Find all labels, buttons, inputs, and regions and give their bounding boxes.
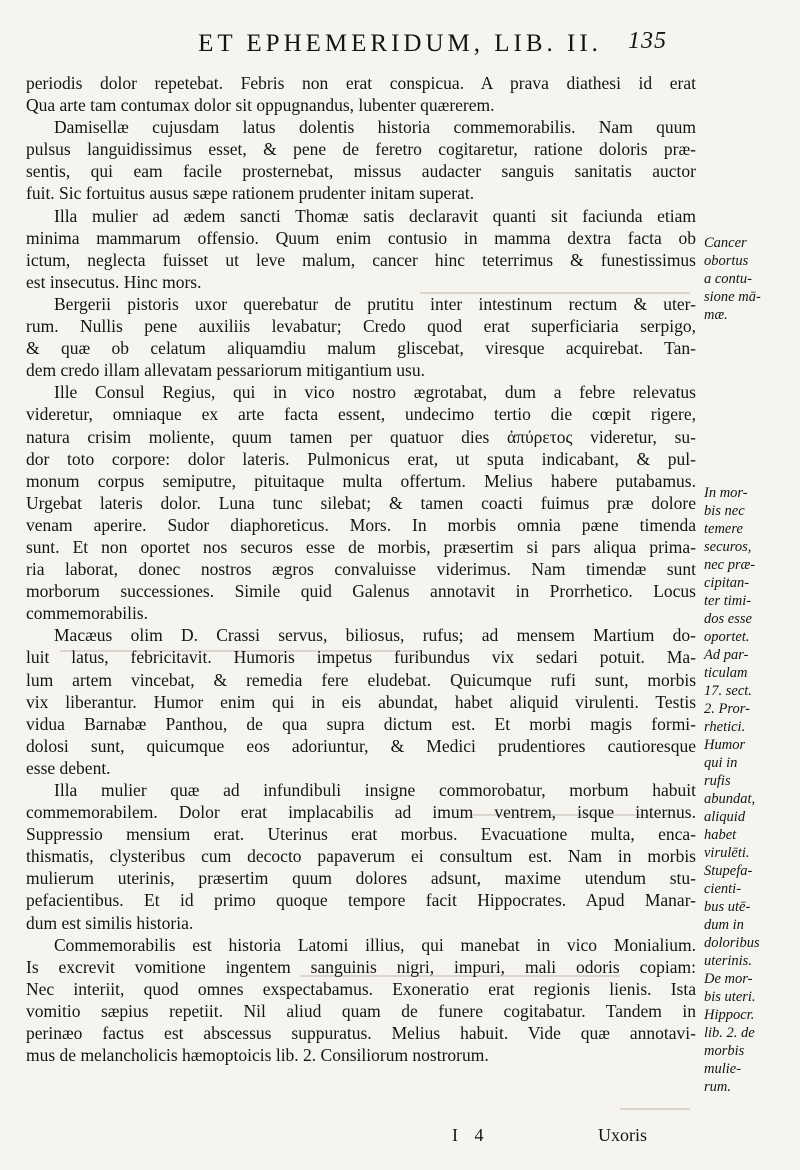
text-line: periodis dolor repetebat. Febris non erat conspicua. A prava diathesi id erat bbox=[26, 73, 696, 93]
text-line: dum est similis historia. bbox=[26, 912, 194, 933]
text-line: Damisellæ cujusdam latus dolentis historia commemorabilis. Nam quum bbox=[54, 117, 696, 138]
text-line: lum artem vincebat, & remedia fere eludebat. Quicumque rufi sunt, morbis bbox=[26, 669, 696, 690]
text-line: Illa mulier ad ædem sancti Thomæ satis declaravit quanti sit faciunda etiam bbox=[54, 205, 696, 226]
margin-note-line: Ad par- bbox=[704, 647, 749, 663]
margin-note-line: oportet. bbox=[704, 629, 750, 645]
margin-note-line: a contu- bbox=[704, 271, 752, 287]
text-line: Macæus olim D. Crassi servus, biliosus, rufus; ad mensem Martium do- bbox=[54, 625, 696, 646]
text-line: dem credo illam allevatam pessariorum mitigantium usu. bbox=[26, 360, 425, 381]
margin-note-morbis bbox=[704, 484, 796, 1096]
margin-note-line: sione mā- bbox=[704, 289, 761, 305]
text-line: dolosi sunt, quicumque eos adoriuntur, & Medici prudentiores cautioresque bbox=[26, 735, 696, 756]
text-line: perinæo factus est abscessus suppuratus. Melius habuit. Vide quæ annotavi- bbox=[26, 1023, 696, 1044]
margin-note-line: bis nec bbox=[704, 503, 745, 519]
text-line: Commemorabilis est historia Latomi illius, qui manebat in vico Monialium. bbox=[54, 934, 696, 955]
text-line: Urgebat lateris dolor. Luna tunc silebat; & tamen coacti fuimus præ dolore bbox=[26, 492, 696, 513]
text-line: pulsus languidissimus esset, & pene de feretro cogitaretur, ratione doloris præ- bbox=[26, 139, 696, 160]
text-line: Bergerii pistoris uxor querebatur de prutitu inter intestinum rectum & uter- bbox=[54, 293, 696, 314]
text-line: sentis, qui eam facile prosternebat, missus audacter sanguis sanitatis auctor bbox=[26, 161, 696, 182]
margin-note-line: aliquid bbox=[704, 809, 746, 825]
running-header bbox=[0, 30, 800, 70]
text-line: & quæ ob celatum aliquamdiu malum gliscebat, viresque acquirebat. Tan- bbox=[26, 338, 696, 359]
margin-note-line: securos, bbox=[704, 539, 752, 555]
margin-note-line: lib. 2. de bbox=[704, 1025, 755, 1041]
text-line: Ille Consul Regius, qui in vico nostro ægrotabat, dum a febre relevatus bbox=[54, 382, 696, 403]
text-line: sunt. Et non oportet nos securos esse de morbis, præsertim si pars aliqua prima- bbox=[26, 536, 696, 557]
text-line: vomitio sæpius repetiit. Nil aliud quam de funere cogitabatur. Tandem in bbox=[26, 1000, 696, 1021]
margin-note-line: rum. bbox=[704, 1079, 731, 1095]
text-line: est insecutus. Hinc mors. bbox=[26, 271, 202, 292]
margin-note-line: ticulam bbox=[704, 665, 748, 681]
text-line: mus de melancholicis hæmoptoicis lib. 2. Consiliorum nostrorum. bbox=[26, 1045, 489, 1066]
text-line: dor toto corpore: dolor lateris. Pulmonicus erat, ut sputa indicabant, & pul- bbox=[26, 448, 696, 469]
margin-note-line: cipitan- bbox=[704, 575, 750, 591]
margin-note-line: habet bbox=[704, 827, 737, 843]
main-text-block bbox=[26, 72, 696, 1066]
text-line: videretur, omniaque ex arte facta essent, undecimo tertio die cœpit rigere, bbox=[26, 404, 696, 425]
margin-note-line: 17. sect. bbox=[704, 683, 752, 699]
text-line: vidua Barnabæ Panthou, de qua supra dictum est. Et morbi magis formi- bbox=[26, 713, 696, 734]
text-line: esse debent. bbox=[26, 757, 111, 778]
text-line: morborum successiones. Simile quid Galenus annotavit in Prorrhetico. Locus bbox=[26, 581, 696, 602]
margin-note-line: dum in bbox=[704, 917, 744, 933]
margin-note-line: nec præ- bbox=[704, 557, 756, 573]
text-line: vix liberantur. Humor enim qui in eis abundat, habet aliquid virulenti. Testis bbox=[26, 691, 696, 712]
margin-note-line: cienti- bbox=[704, 881, 742, 897]
margin-note-line: In mor- bbox=[704, 485, 748, 501]
margin-note-line: morbis bbox=[704, 1043, 745, 1059]
margin-note-line: ter timi- bbox=[704, 593, 752, 609]
margin-note-line: Stupefa- bbox=[704, 863, 753, 879]
margin-note-cancer bbox=[704, 234, 796, 324]
margin-note-line: rhetici. bbox=[704, 719, 746, 735]
margin-note-line: qui in bbox=[704, 755, 738, 771]
text-line: Suppressio mensium erat. Uterinus erat morbus. Evacuatione multa, enca- bbox=[26, 824, 696, 845]
text-line: luit latus, febricitavit. Humoris impetus furibundus vix sedari potuit. Ma- bbox=[26, 647, 696, 668]
margin-note-line: dos esse bbox=[704, 611, 752, 627]
margin-note-line: bus utē- bbox=[704, 899, 751, 915]
margin-note-line: virulēti. bbox=[704, 845, 750, 861]
text-line: Is excrevit vomitione ingentem sanguinis nigri, impuri, mali odoris copiam: bbox=[26, 956, 696, 977]
margin-note-line: obortus bbox=[704, 253, 749, 269]
margin-note-line: rufis bbox=[704, 773, 731, 789]
margin-note-line: mæ. bbox=[704, 307, 728, 323]
text-line: minima mammarum offensio. Quum enim contusio in mamma dextra facta ob bbox=[26, 227, 696, 248]
margin-note-line: 2. Pror- bbox=[704, 701, 750, 717]
text-line: Illa mulier quæ ad infundibuli insigne commorobatur, morbum habuit bbox=[54, 780, 696, 800]
margin-note-line: abundat, bbox=[704, 791, 756, 807]
text-line: fuit. Sic fortuitus ausus sæpe rationem prudenter initam superat. bbox=[26, 183, 475, 204]
margin-note-line: uterinis. bbox=[704, 953, 752, 969]
text-line: mulierum uterinis, præsertim quum dolores adsunt, maxime utendum stu- bbox=[26, 868, 696, 889]
text-line: Nec interiit, quod omnes exspectabamus. Exoneratio erat regionis lienis. Ista bbox=[26, 978, 696, 999]
page-number: 135 bbox=[628, 28, 667, 54]
signature-mark: I 4 bbox=[452, 1125, 490, 1145]
margin-note-line: mulie- bbox=[704, 1061, 742, 1077]
margin-note-line: Hippocr. bbox=[704, 1007, 755, 1023]
margin-note-line: bis uteri. bbox=[704, 989, 756, 1005]
margin-note-line: De mor- bbox=[704, 971, 753, 987]
margin-note-line: Humor bbox=[704, 737, 746, 753]
text-line: rum. Nullis pene auxiliis levabatur; Credo quod erat superficiaria serpigo, bbox=[26, 316, 696, 337]
text-line: commemorabilem. Dolor erat implacabilis ad imum ventrem, isque internus. bbox=[26, 802, 696, 823]
catchword: Uxoris bbox=[598, 1125, 647, 1145]
page-footer bbox=[0, 1125, 800, 1155]
margin-note-line: Cancer bbox=[704, 235, 747, 251]
text-line: venam aperire. Sudor diaphoreticus. Mors. In morbis omnia pæne timenda bbox=[26, 514, 696, 535]
margin-note-line: doloribus bbox=[704, 935, 760, 951]
text-line: commemorabilis. bbox=[26, 603, 148, 624]
text-line: monum corpus semiputre, pituitaque multa offertum. Melius habere putabamus. bbox=[26, 470, 696, 491]
text-line: ictum, neglecta fuisset ut leve malum, cancer hinc teterrimus & funestissimus bbox=[26, 249, 696, 270]
text-line: Qua arte tam contumax dolor sit oppugnandus, lubenter quærerem. bbox=[26, 95, 495, 116]
text-line: thismatis, clysteribus cum decocto papaverum ei consultum est. Nam in morbis bbox=[26, 846, 696, 867]
margin-note-line: temere bbox=[704, 521, 743, 537]
running-title: ET EPHEMERIDUM, LIB. II. bbox=[198, 30, 602, 57]
text-line: pefacientibus. Et id primo quoque tempore facit Hippocrates. Apud Manar- bbox=[26, 890, 696, 911]
text-line: ria laborat, donec nostros ægros convaluisse viderimus. Nam timendæ sunt bbox=[26, 559, 696, 580]
text-line: natura crisim moliente, quum tamen per quatuor dies ἀπύρετος videretur, su- bbox=[26, 426, 696, 447]
